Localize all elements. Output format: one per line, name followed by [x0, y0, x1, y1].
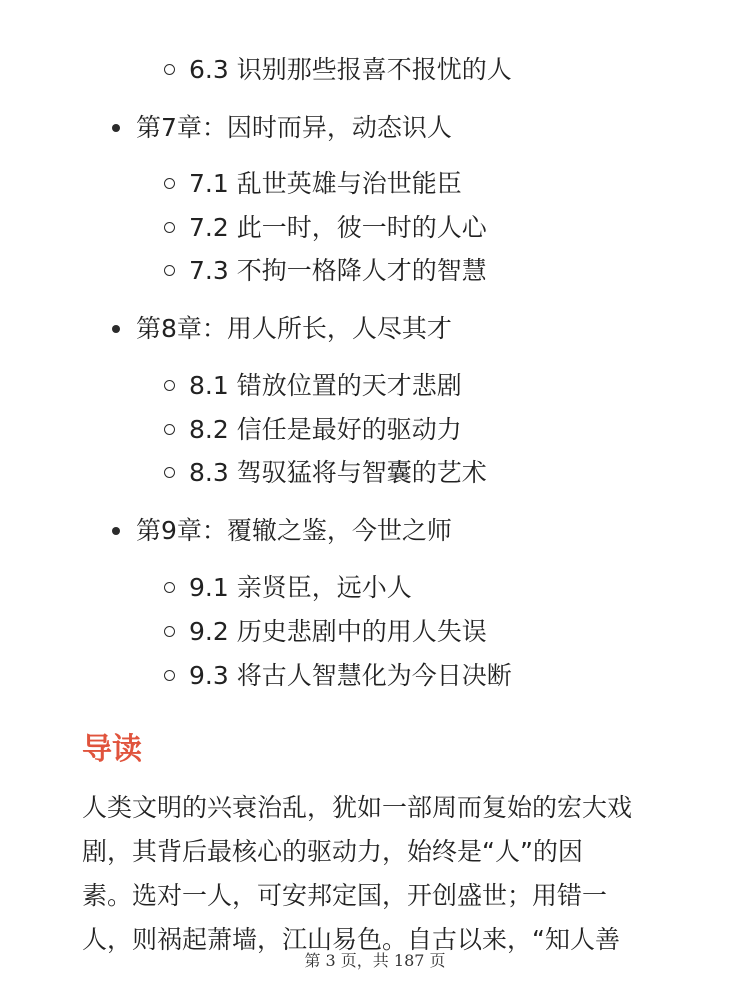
toc-section-7-3[interactable] — [189, 254, 487, 288]
hollow-bullet-icon — [164, 582, 175, 593]
paragraph-line: 剧，其背后最核心的驱动力，始终是“人”的因 — [82, 837, 583, 866]
hollow-bullet-icon — [164, 178, 175, 189]
toc-item-text: 7.3 不拘一格降人才的智慧 — [189, 256, 487, 285]
filled-bullet-icon — [112, 124, 120, 132]
toc-item-text: 6.3 识别那些报喜不报忧的人 — [189, 55, 512, 84]
toc-section-7-1[interactable] — [189, 167, 462, 201]
toc-section-9-3[interactable] — [189, 659, 512, 693]
hollow-bullet-icon — [164, 626, 175, 637]
toc-section-7-2[interactable] — [189, 211, 487, 245]
filled-bullet-icon — [112, 325, 120, 333]
toc-section-9-2[interactable] — [189, 615, 487, 649]
hollow-bullet-icon — [164, 670, 175, 681]
toc-section-8-2[interactable] — [189, 413, 462, 447]
toc-chapter-7[interactable] — [136, 111, 452, 145]
hollow-bullet-icon — [164, 424, 175, 435]
toc-item-text: 9.2 历史悲剧中的用人失误 — [189, 617, 487, 646]
toc-item-text: 第9章：覆辙之鉴，今世之师 — [136, 516, 452, 545]
toc-item-text: 第8章：用人所长，人尽其才 — [136, 314, 452, 343]
toc-item-text: 第7章：因时而异，动态识人 — [136, 113, 452, 142]
toc-section-9-1[interactable] — [189, 571, 412, 605]
toc-item-text: 7.2 此一时，彼一时的人心 — [189, 213, 487, 242]
filled-bullet-icon — [112, 527, 120, 535]
toc-item-text: 8.1 错放位置的天才悲剧 — [189, 371, 462, 400]
toc-item-text: 8.2 信任是最好的驱动力 — [189, 415, 462, 444]
paragraph-line: 人，则祸起萧墙，江山易色。自古以来，“知人善 — [82, 925, 620, 954]
toc-item-text: 9.3 将古人智慧化为今日决断 — [189, 661, 512, 690]
toc-section-6-3[interactable] — [189, 53, 512, 87]
toc-item-text: 7.1 乱世英雄与治世能臣 — [189, 169, 462, 198]
hollow-bullet-icon — [164, 222, 175, 233]
toc-item-text: 8.3 驾驭猛将与智囊的艺术 — [189, 458, 487, 487]
paragraph-line: 人类文明的兴衰治乱，犹如一部周而复始的宏大戏 — [82, 793, 633, 822]
page-number-footer: 第 3 页，共 187 页 — [304, 951, 446, 970]
hollow-bullet-icon — [164, 467, 175, 478]
hollow-bullet-icon — [164, 64, 175, 75]
section-heading-intro: 导读 — [82, 732, 142, 767]
toc-chapter-9[interactable] — [136, 514, 452, 548]
hollow-bullet-icon — [164, 380, 175, 391]
toc-item-text: 9.1 亲贤臣，远小人 — [189, 573, 412, 602]
toc-chapter-8[interactable] — [136, 312, 452, 346]
hollow-bullet-icon — [164, 265, 175, 276]
toc-section-8-1[interactable] — [189, 369, 462, 403]
intro-paragraph — [82, 786, 682, 962]
paragraph-line: 素。选对一人，可安邦定国，开创盛世；用错一 — [82, 881, 608, 910]
toc-section-8-3[interactable] — [189, 456, 487, 490]
